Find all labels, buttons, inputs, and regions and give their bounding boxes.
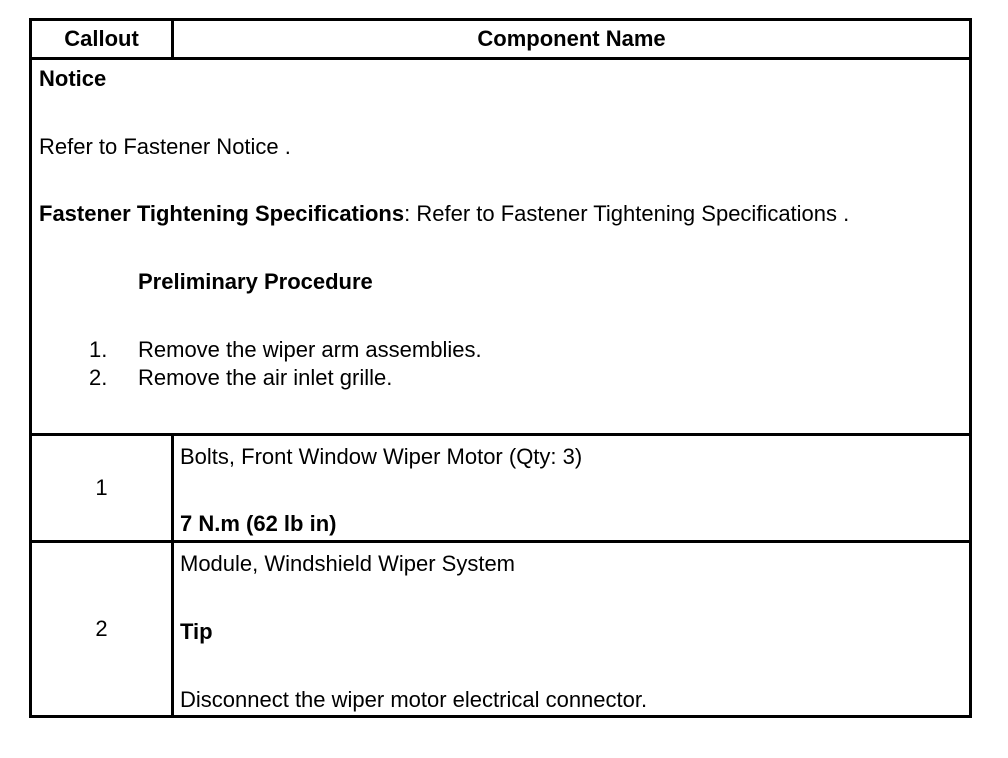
step-text: Remove the air inlet grille. (138, 365, 393, 390)
component-cell (173, 542, 971, 717)
fastener-spec-text: Refer to Fastener Tightening Specifications . (410, 201, 850, 226)
callout-number: 1 (31, 435, 173, 542)
table-header-row (31, 20, 971, 59)
table-row (31, 435, 971, 542)
fastener-spec-line (39, 201, 849, 227)
callout-header: Callout (31, 20, 173, 59)
notice-row (31, 59, 971, 435)
tip-label: Tip (180, 619, 213, 644)
table-row (31, 542, 971, 717)
fastener-notice-reference: Refer to Fastener Notice . (39, 134, 291, 159)
step-text: Remove the wiper arm assemblies. (138, 337, 482, 362)
fastener-spec-label: Fastener Tightening Specifications (39, 201, 405, 226)
fastener-spec-colon: : (404, 201, 411, 226)
notice-cell (31, 59, 971, 435)
component-table (29, 18, 972, 718)
preliminary-procedure-title: Preliminary Procedure (138, 269, 373, 294)
step-number: 1. (89, 337, 108, 362)
torque-spec: 7 N.m (62 lb in) (180, 511, 337, 536)
component-cell (173, 435, 971, 542)
component-name: Module, Windshield Wiper System (180, 551, 516, 576)
callout-number: 2 (31, 542, 173, 717)
component-name: Bolts, Front Window Wiper Motor (Qty: 3) (180, 444, 583, 469)
notice-title: Notice (39, 66, 107, 91)
component-name-header: Component Name (173, 20, 971, 59)
tip-text: Disconnect the wiper motor electrical connector. (180, 687, 648, 712)
step-number: 2. (89, 365, 108, 390)
